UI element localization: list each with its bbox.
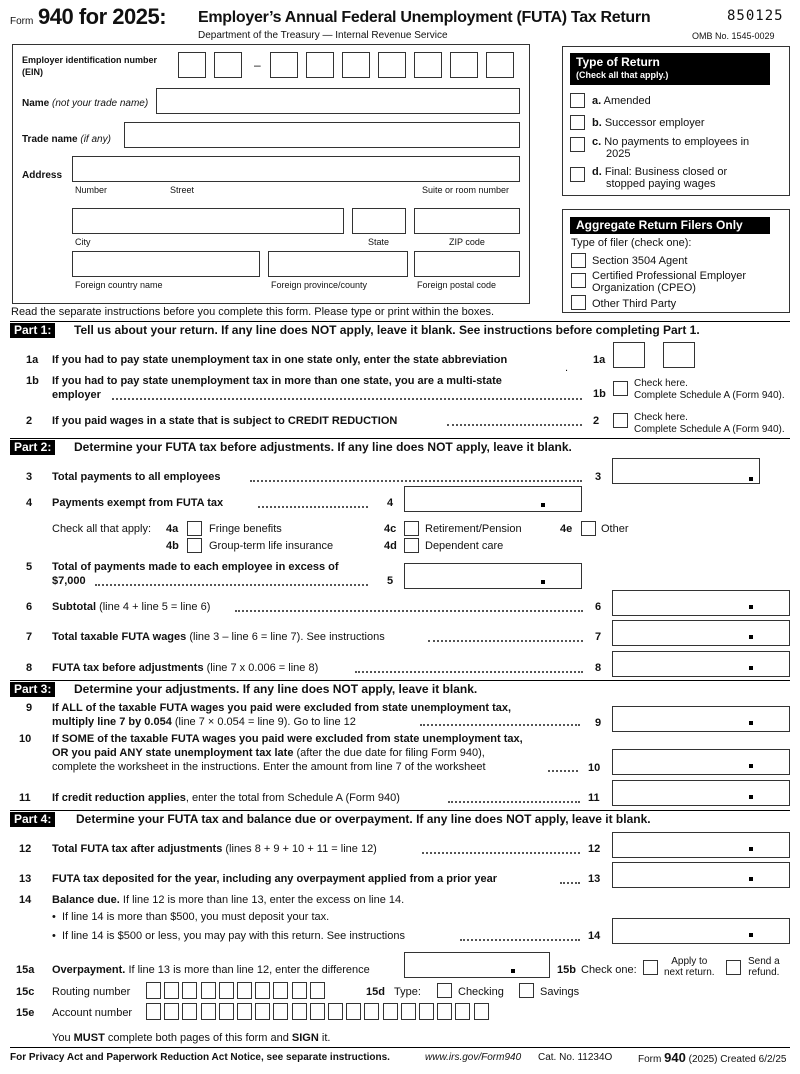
footer-rule [10, 1047, 790, 1048]
part2-tag: Part 2: [10, 440, 55, 455]
routing-digit-8[interactable] [273, 982, 288, 999]
checkbox-section-3504[interactable] [571, 253, 586, 268]
line-8-text: FUTA tax before adjustments (line 7 x 0.006 = line 8) [52, 662, 319, 674]
check-all-label: Check all that apply: [52, 523, 152, 535]
foreign-postal-field[interactable] [414, 251, 520, 277]
account-digit-8[interactable] [273, 1003, 288, 1020]
account-digit-1[interactable] [146, 1003, 161, 1020]
checkbox-4d[interactable] [404, 538, 419, 553]
account-label: Account number [52, 1007, 133, 1019]
state-abbrev-2[interactable] [663, 342, 695, 368]
department: Department of the Treasury — Internal Revenue Service [198, 30, 448, 41]
checkbox-4a[interactable] [187, 521, 202, 536]
routing-digit-5[interactable] [219, 982, 234, 999]
amended-label: a. Amended [592, 95, 651, 107]
line-15b-num: 15b [557, 964, 576, 976]
line-1a-num: 1a [26, 354, 39, 366]
line-4d-text: Dependent care [425, 540, 504, 552]
line-7-text: Total taxable FUTA wages (line 3 – line 6 = line 7). See instructions [52, 631, 385, 643]
account-digit-6[interactable] [237, 1003, 252, 1020]
cpeo-label-1: Certified Professional Employer [592, 270, 747, 282]
checkbox-no-payments[interactable] [570, 137, 585, 152]
account-digit-4[interactable] [201, 1003, 216, 1020]
line-6-text: Subtotal (line 4 + line 5 = line 6) [52, 601, 211, 613]
line-4c-num: 4c [384, 523, 397, 535]
line-12-amount[interactable] [612, 832, 790, 858]
no-payments-label: c. No payments to employees in 2025 [592, 136, 750, 160]
line-4a-num: 4a [166, 523, 179, 535]
checkbox-checking[interactable] [437, 983, 452, 998]
line-4b-num: 4b [166, 540, 179, 552]
ein-digit-1[interactable] [178, 52, 206, 78]
routing-digit-2[interactable] [164, 982, 179, 999]
state-field[interactable] [352, 208, 406, 234]
trade-name-label: Trade name (if any) [22, 134, 111, 145]
part1-title: Tell us about your return. If any line does NOT apply, leave it blank. See instructions before completing Part 1. [74, 323, 700, 337]
line-9-text2: multiply line 7 by 0.054 (line 7 × 0.054 = line 9). Go to line 12 [52, 716, 356, 728]
line-10-text: If SOME of the taxable FUTA wages you paid were excluded from state unemployment tax, [52, 733, 523, 745]
line-15d-num: 15d [366, 986, 385, 998]
routing-digit-7[interactable] [255, 982, 270, 999]
routing-digit-3[interactable] [182, 982, 197, 999]
line-7-amount[interactable] [612, 620, 790, 646]
account-digit-15[interactable] [401, 1003, 416, 1020]
routing-label: Routing number [52, 986, 131, 998]
account-digit-3[interactable] [182, 1003, 197, 1020]
form-code: 850125 [727, 8, 784, 24]
line-10-amount[interactable] [612, 749, 790, 775]
line-15b-text: Check one: [581, 964, 637, 976]
line-5-amount[interactable] [404, 563, 582, 589]
line-15a-amount[interactable] [404, 952, 550, 978]
type-label: Type: [394, 986, 421, 998]
line-1b-text2: employer [52, 389, 101, 401]
savings-label: Savings [540, 986, 580, 998]
account-digit-5[interactable] [219, 1003, 234, 1020]
routing-digit-6[interactable] [237, 982, 252, 999]
checkbox-multi-state[interactable] [613, 381, 628, 396]
cpeo-label-2: Organization (CPEO) [592, 282, 696, 294]
line-4e-text: Other [601, 523, 629, 535]
account-digit-18[interactable] [455, 1003, 470, 1020]
zip-field[interactable] [414, 208, 520, 234]
line-1b-box-num: 1b [593, 388, 606, 400]
foreign-country-caption: Foreign country name [75, 280, 163, 290]
instructions-text: Read the separate instructions before you complete this form. Please type or print within the boxes. [11, 306, 495, 318]
aggregate-header: Aggregate Return Filers Only [570, 217, 770, 234]
account-digit-12[interactable] [346, 1003, 361, 1020]
line-13-amount[interactable] [612, 862, 790, 888]
part4-bar [10, 810, 790, 826]
catalog-number: Cat. No. 11234O [538, 1052, 613, 1063]
ein-digit-9[interactable] [486, 52, 514, 78]
number-caption: Number [75, 185, 108, 195]
suite-caption: Suite or room number [422, 185, 510, 195]
ein-label: Employer identification number [22, 55, 158, 65]
foreign-province-field[interactable] [268, 251, 408, 277]
part2-bar [10, 438, 790, 454]
street-caption: Street [170, 185, 195, 195]
line-4e-num: 4e [560, 523, 573, 535]
form-number: 940 for 2025: [38, 4, 167, 29]
form-title: Employer’s Annual Federal Unemployment (FUTA) Tax Return [198, 9, 651, 26]
ein-digit-2[interactable] [214, 52, 242, 78]
line-3-text: Total payments to all employees [52, 471, 221, 483]
line-11-text: If credit reduction applies, enter the total from Schedule A (Form 940) [52, 792, 400, 804]
checkbox-amended[interactable] [570, 93, 585, 108]
other-third-party-label: Other Third Party [592, 298, 677, 310]
line-5-text: Total of payments made to each employee in excess of [52, 561, 339, 573]
checkbox-apply-next-return[interactable] [643, 960, 658, 975]
checkbox-4c[interactable] [404, 521, 419, 536]
line-1b-num: 1b [26, 375, 39, 387]
ein-digit-8[interactable] [450, 52, 478, 78]
checkbox-send-refund[interactable] [726, 960, 741, 975]
line-4-text: Payments exempt from FUTA tax [52, 497, 224, 509]
account-digit-9[interactable] [292, 1003, 307, 1020]
foreign-province-caption: Foreign province/county [271, 280, 368, 290]
ein-digit-4[interactable] [306, 52, 334, 78]
privacy-notice: For Privacy Act and Paperwork Reduction Act Notice, see separate instructions. [10, 1052, 390, 1063]
part1-tag: Part 1: [10, 323, 55, 338]
irs-url[interactable]: www.irs.gov/Form940 [425, 1052, 522, 1063]
routing-digit-4[interactable] [201, 982, 216, 999]
credit-reduction-check-here: Check here. [634, 412, 688, 423]
ein-digit-7[interactable] [414, 52, 442, 78]
name-label: Name (not your trade name) [22, 98, 149, 109]
line-1b-text: If you had to pay state unemployment tax in more than one state, you are a multi-state [52, 375, 502, 387]
line-4c-text: Retirement/Pension [425, 523, 522, 535]
account-digit-13[interactable] [364, 1003, 379, 1020]
part3-title: Determine your adjustments. If any line does NOT apply, leave it blank. [74, 682, 478, 696]
omb-number: OMB No. 1545-0029 [692, 31, 775, 41]
checkbox-credit-reduction[interactable] [613, 413, 628, 428]
line-13-text: FUTA tax deposited for the year, including any overpayment applied from a prior year [52, 873, 497, 885]
footer-form: Form 940 (2025) Created 6/2/25 [638, 1050, 787, 1065]
checkbox-4e[interactable] [581, 521, 596, 536]
account-digit-14[interactable] [383, 1003, 398, 1020]
final-label: d. Final: Business closed or stopped paying wages [592, 166, 728, 190]
line-3-amount[interactable] [612, 458, 760, 484]
account-digit-16[interactable] [419, 1003, 434, 1020]
type-of-return-header: Type of Return (Check all that apply.) [570, 53, 770, 85]
line-4a-text: Fringe benefits [209, 523, 282, 535]
checkbox-other-third-party[interactable] [571, 295, 586, 310]
ein-digit-3[interactable] [270, 52, 298, 78]
address-label: Address [22, 170, 63, 181]
ein-digit-6[interactable] [378, 52, 406, 78]
part2-title: Determine your FUTA tax before adjustments. If any line does NOT apply, leave it blank. [74, 440, 572, 454]
line-2-box-num: 2 [593, 415, 600, 427]
ein-dash: – [254, 58, 261, 72]
multi-state-check-here: Check here. [634, 378, 688, 389]
line-11-amount[interactable] [612, 780, 790, 806]
line-15a-text: Overpayment. If line 13 is more than line 12, enter the difference [52, 964, 370, 976]
line-1a-text: If you had to pay state unemployment tax in one state only, enter the state abbreviation [52, 354, 508, 366]
line-6-amount[interactable] [612, 590, 790, 616]
line-14-amount[interactable] [612, 918, 790, 944]
line-5-text2: $7,000 [52, 575, 86, 587]
routing-digit-1[interactable] [146, 982, 161, 999]
line-1a-box-num: 1a [593, 354, 606, 366]
form-word: Form [10, 16, 34, 27]
name-field[interactable] [156, 88, 520, 114]
account-digit-17[interactable] [437, 1003, 452, 1020]
trade-name-field[interactable] [124, 122, 520, 148]
checkbox-cpeo[interactable] [571, 273, 586, 288]
checkbox-successor[interactable] [570, 115, 585, 130]
line-4-amount[interactable] [404, 486, 582, 512]
line-4b-text: Group-term life insurance [209, 540, 334, 552]
part4-tag: Part 4: [10, 812, 55, 827]
line-9-text: If ALL of the taxable FUTA wages you paid were excluded from state unemployment tax, [52, 702, 512, 714]
must-sign-text: You MUST complete both pages of this form and SIGN it. [52, 1032, 331, 1044]
ein-sub: (EIN) [22, 67, 43, 77]
filer-type-label: Type of filer (check one): [571, 237, 692, 249]
account-digit-7[interactable] [255, 1003, 270, 1020]
state-abbrev-1[interactable] [613, 342, 645, 368]
apply-label: Apply to next return. [664, 956, 715, 978]
foreign-postal-caption: Foreign postal code [417, 280, 497, 290]
successor-label: b. Successor employer [592, 117, 705, 129]
part3-bar [10, 680, 790, 696]
account-digit-11[interactable] [328, 1003, 343, 1020]
routing-digit-10[interactable] [310, 982, 325, 999]
zip-caption: ZIP code [449, 237, 485, 247]
account-digit-2[interactable] [164, 1003, 179, 1020]
credit-reduction-schedule: Complete Schedule A (Form 940). [634, 424, 785, 435]
city-caption: City [75, 237, 91, 247]
account-digit-19[interactable] [474, 1003, 489, 1020]
account-digit-10[interactable] [310, 1003, 325, 1020]
line-2-text: If you paid wages in a state that is subject to CREDIT REDUCTION [52, 415, 398, 427]
street-field[interactable] [72, 156, 520, 182]
line-2-num: 2 [26, 415, 33, 427]
ein-digit-5[interactable] [342, 52, 370, 78]
state-caption: State [368, 237, 390, 247]
line-14-bullet-2: • If line 14 is $500 or less, you may pay with this return. See instructions [52, 930, 405, 942]
part1-bar [10, 321, 790, 337]
line-12-text: Total FUTA tax after adjustments (lines 8 + 9 + 10 + 11 = line 12) [52, 843, 377, 855]
line-4d-num: 4d [384, 540, 397, 552]
routing-digit-9[interactable] [292, 982, 307, 999]
checking-label: Checking [458, 986, 504, 998]
checkbox-savings[interactable] [519, 983, 534, 998]
checkbox-4b[interactable] [187, 538, 202, 553]
line-14-bullet-1: • If line 14 is more than $500, you must deposit your tax. [52, 911, 330, 923]
send-label: Send a refund. [748, 956, 780, 978]
line-10-text2: OR you paid ANY state unemployment tax late (after the due date for filing Form 940), [52, 747, 485, 759]
line-8-amount[interactable] [612, 651, 790, 677]
city-field[interactable] [72, 208, 344, 234]
line-9-amount[interactable] [612, 706, 790, 732]
line-10-text3: complete the worksheet in the instructions. Enter the amount from line 7 of the worksheet [52, 761, 486, 773]
checkbox-final[interactable] [570, 167, 585, 182]
part4-title: Determine your FUTA tax and balance due or overpayment. If any line does NOT apply, leave it blank. [76, 812, 651, 826]
foreign-country-field[interactable] [72, 251, 260, 277]
section-3504-label: Section 3504 Agent [592, 255, 688, 267]
multi-state-schedule: Complete Schedule A (Form 940). [634, 390, 785, 401]
line-14-text: Balance due. If line 12 is more than line 13, enter the excess on line 14. [52, 894, 405, 906]
part3-tag: Part 3: [10, 682, 55, 697]
